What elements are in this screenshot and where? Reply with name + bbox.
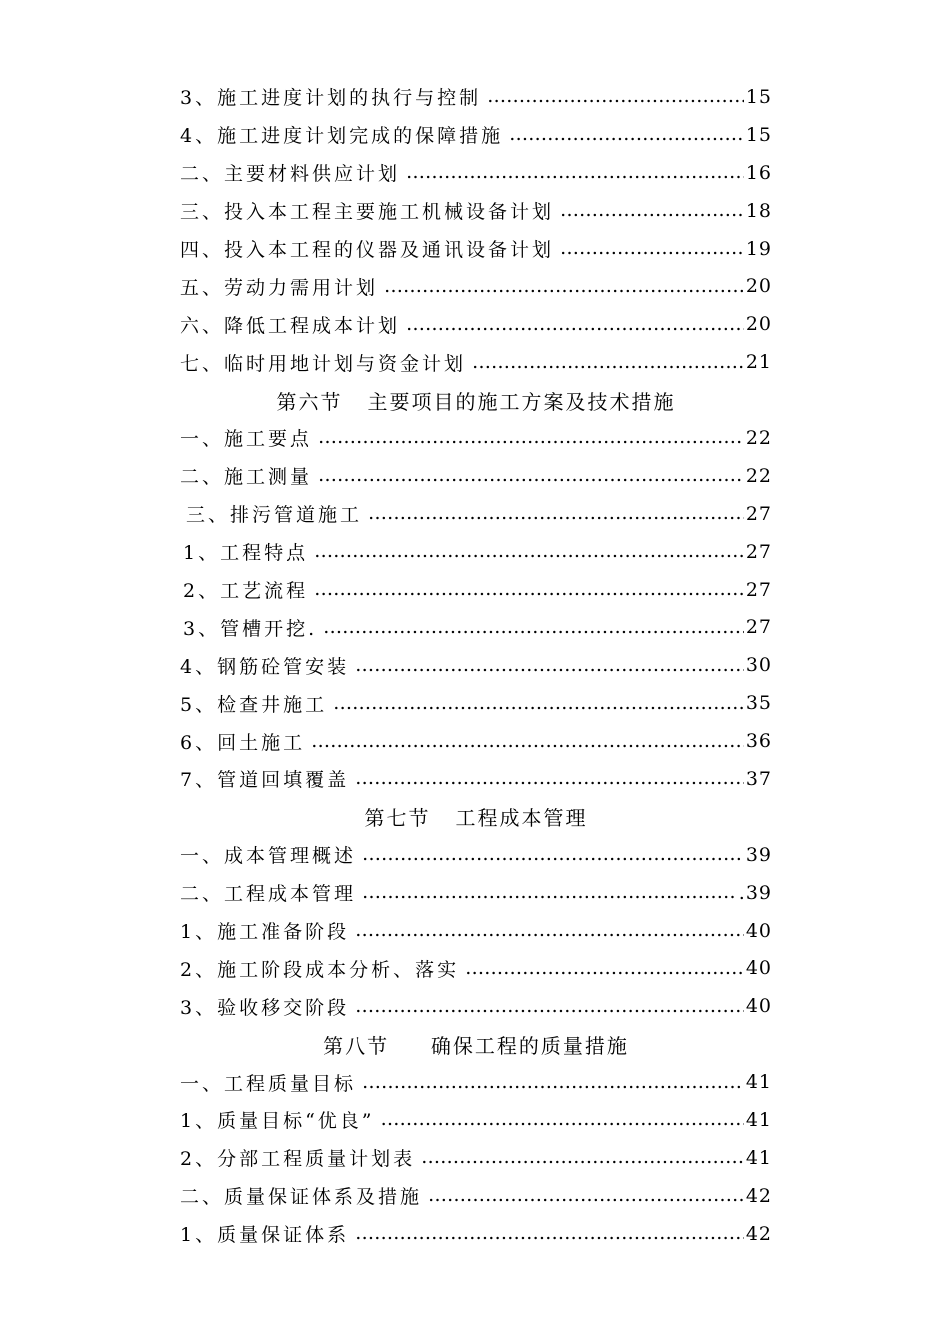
toc-entry-label: 7、管道回填覆盖: [180, 769, 350, 792]
toc-entry[interactable]: [180, 760, 772, 798]
dot-leader: [381, 1110, 744, 1129]
dot-leader: [355, 769, 744, 788]
toc-entry[interactable]: [180, 987, 772, 1025]
toc-entry-page-number: .39: [738, 881, 772, 904]
toc-entry-page-number: 37: [745, 767, 772, 790]
toc-entry-page-number: 41: [745, 1071, 772, 1094]
toc-entry-page-number: 36: [745, 730, 772, 753]
toc-entry-label: 五、劳动力需用计划: [180, 276, 379, 299]
toc-entry-page-number: 30: [745, 654, 772, 677]
toc-entry[interactable]: [180, 684, 772, 722]
dot-leader: [355, 997, 744, 1016]
toc-entry[interactable]: [180, 608, 772, 646]
toc-entry-page-number: 39: [745, 843, 772, 866]
section-heading: 第六节 主要项目的施工方案及技术措施: [276, 389, 676, 414]
dot-leader: [355, 1224, 744, 1243]
toc-entry-label: 1、工程特点: [183, 542, 309, 565]
section-heading: 第八节 确保工程的质量措施: [323, 1033, 629, 1058]
dot-leader: [355, 656, 744, 675]
dot-leader: [355, 921, 744, 940]
toc-entry[interactable]: [180, 192, 772, 230]
table-of-contents: [180, 78, 772, 1253]
dot-leader: [368, 504, 744, 523]
dot-leader: [311, 732, 744, 751]
dot-leader: [362, 845, 744, 864]
dot-leader: [472, 353, 744, 372]
toc-entry[interactable]: [180, 646, 772, 684]
toc-entry[interactable]: [180, 457, 772, 495]
dot-leader: [318, 466, 744, 485]
toc-entry-label: 1、施工准备阶段: [180, 921, 350, 944]
toc-entry-label: 6、回土施工: [180, 731, 306, 754]
toc-entry-label: 一、施工要点: [180, 428, 313, 451]
toc-entry-label: 3、验收移交阶段: [180, 996, 350, 1019]
toc-entry-page-number: 21: [745, 351, 772, 374]
toc-entry-label: 3、管槽开挖.: [183, 617, 318, 640]
toc-entry-page-number: 16: [745, 161, 772, 184]
toc-entry-label: 4、施工进度计划完成的保障措施: [180, 125, 504, 148]
toc-entry[interactable]: [180, 533, 772, 571]
toc-entry[interactable]: [180, 230, 772, 268]
toc-entry[interactable]: [180, 1063, 772, 1101]
toc-entry-page-number: 18: [745, 199, 772, 222]
toc-entry-page-number: 40: [745, 957, 772, 980]
toc-entry-label: 二、施工测量: [180, 466, 313, 489]
dot-leader: [314, 542, 744, 561]
toc-entry[interactable]: [180, 305, 772, 343]
dot-leader: [362, 1073, 744, 1092]
toc-entry[interactable]: [180, 571, 772, 609]
toc-entry[interactable]: [180, 1139, 772, 1177]
toc-entry-label: 四、投入本工程的仪器及通讯设备计划: [180, 239, 555, 261]
toc-entry-label: 1、质量目标“优良”: [180, 1110, 375, 1133]
dot-leader: [406, 163, 744, 182]
toc-entry-label: 4、钢筋砼管安装: [180, 655, 350, 678]
toc-entry[interactable]: [180, 874, 772, 912]
toc-entry-page-number: 22: [745, 426, 772, 449]
toc-entry-label: 2、分部工程质量计划表: [180, 1148, 416, 1171]
toc-entry-page-number: 27: [745, 540, 772, 563]
toc-entry-label: 2、施工阶段成本分析、落实: [180, 958, 460, 981]
toc-entry-page-number: 22: [745, 464, 772, 487]
toc-entry-label: 三、排污管道施工: [186, 504, 363, 527]
toc-entry[interactable]: [180, 1101, 772, 1139]
dot-leader: [318, 428, 744, 447]
toc-entry-page-number: 40: [745, 995, 772, 1018]
toc-entry[interactable]: [180, 78, 772, 116]
dot-leader: [333, 694, 744, 713]
dot-leader: [465, 959, 744, 978]
toc-entry-page-number: 41: [745, 1146, 772, 1169]
toc-entry-label: 2、工艺流程: [183, 580, 309, 603]
toc-entry-label: 七、临时用地计划与资金计划: [180, 352, 467, 375]
toc-entry-label: 1、质量保证体系: [180, 1224, 350, 1247]
dot-leader: [323, 618, 744, 637]
toc-entry-label: 二、质量保证体系及措施: [180, 1186, 423, 1209]
dot-leader: [560, 201, 744, 220]
toc-entry-page-number: 19: [745, 237, 772, 260]
toc-entry-page-number: 27: [745, 578, 772, 601]
toc-entry-label: 三、投入本工程主要施工机械设备计划: [180, 201, 555, 224]
toc-entry[interactable]: [180, 949, 772, 987]
toc-entry[interactable]: [180, 116, 772, 154]
toc-entry-label: 六、降低工程成本计划: [180, 314, 401, 337]
toc-entry[interactable]: [180, 343, 772, 381]
toc-entry-label: 一、成本管理概述: [180, 845, 357, 868]
dot-leader: [509, 125, 744, 144]
toc-entry-page-number: 40: [745, 919, 772, 942]
toc-entry-page-number: 15: [745, 123, 772, 146]
toc-entry-page-number: 41: [745, 1108, 772, 1131]
dot-leader: [314, 580, 744, 599]
toc-entry-page-number: 15: [745, 85, 772, 108]
toc-entry[interactable]: [180, 722, 772, 760]
section-heading: 第七节 工程成本管理: [364, 806, 588, 831]
dot-leader: [560, 239, 744, 258]
dot-leader: [362, 883, 737, 902]
toc-entry-label: 二、工程成本管理: [180, 883, 357, 906]
toc-entry[interactable]: [180, 836, 772, 874]
dot-leader: [487, 87, 744, 106]
toc-entry-label: 3、施工进度计划的执行与控制: [180, 87, 482, 110]
dot-leader: [428, 1186, 744, 1205]
toc-entry-page-number: 27: [745, 616, 772, 639]
toc-entry-label: 5、检查井施工: [180, 693, 328, 716]
toc-entry-label: 二、主要材料供应计划: [180, 163, 401, 186]
toc-entry[interactable]: [180, 1177, 772, 1215]
toc-entry[interactable]: [180, 912, 772, 950]
dot-leader: [406, 315, 744, 334]
toc-entry[interactable]: [180, 1215, 772, 1253]
toc-entry[interactable]: [180, 154, 772, 192]
toc-entry-page-number: 20: [745, 313, 772, 336]
toc-entry-page-number: 27: [745, 502, 772, 525]
toc-entry-page-number: 42: [745, 1184, 772, 1207]
toc-entry-page-number: 35: [745, 692, 772, 715]
dot-leader: [384, 277, 744, 296]
toc-entry[interactable]: [180, 267, 772, 305]
dot-leader: [421, 1148, 744, 1167]
toc-entry[interactable]: [180, 495, 772, 533]
toc-entry[interactable]: [180, 419, 772, 457]
toc-entry-page-number: 42: [745, 1222, 772, 1245]
toc-entry-page-number: 20: [745, 275, 772, 298]
toc-entry-label: 一、工程质量目标: [180, 1072, 357, 1095]
